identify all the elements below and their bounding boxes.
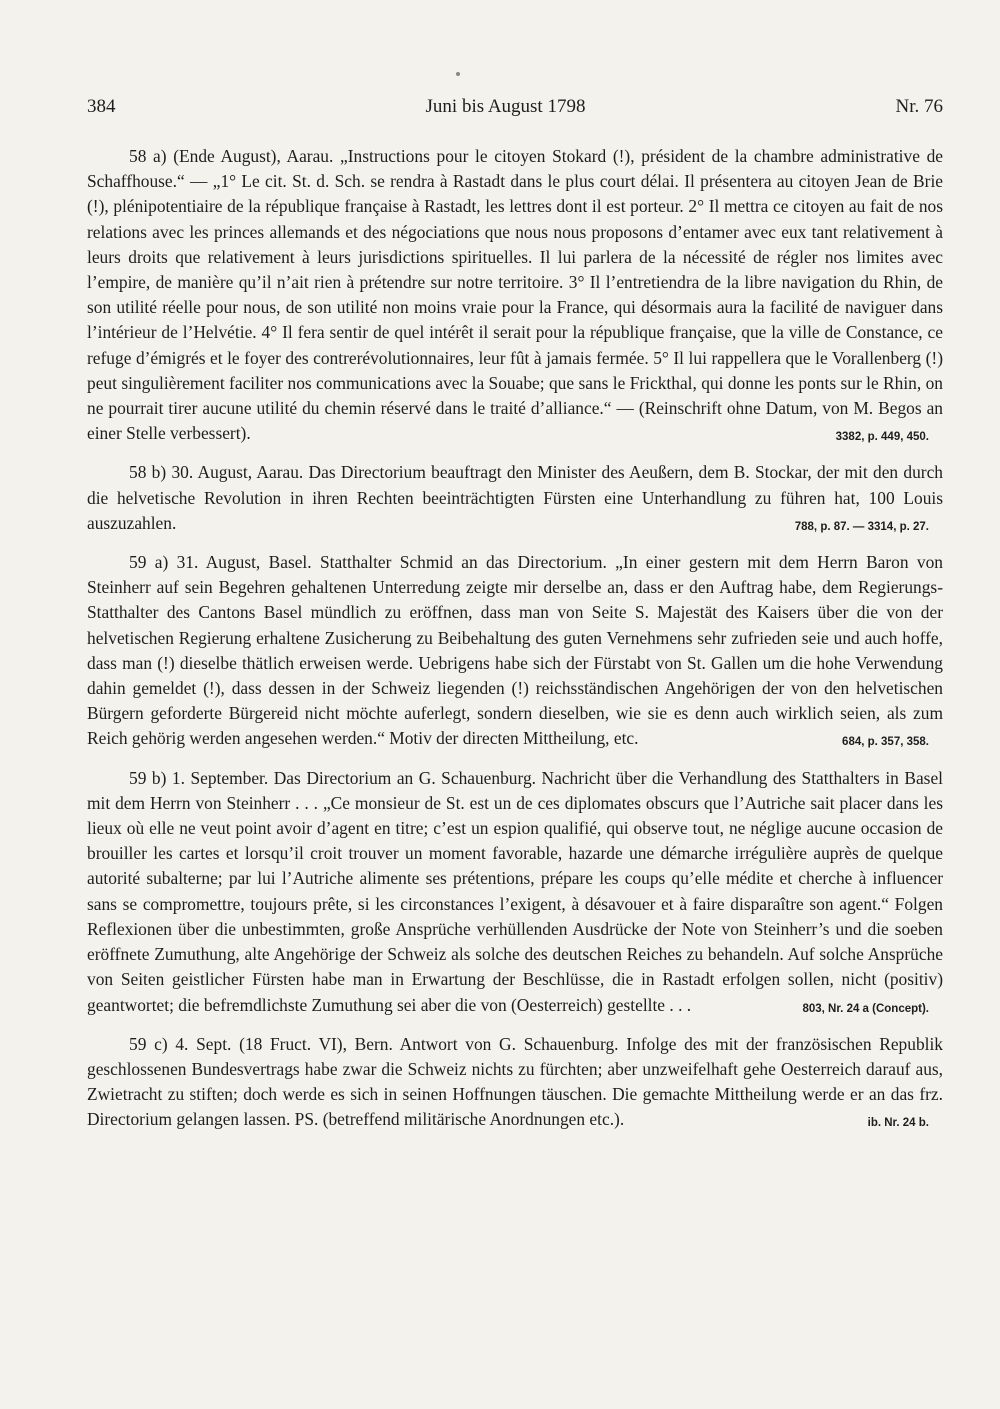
archive-reference: 803, Nr. 24 a (Concept). — [802, 1002, 929, 1015]
page-number: 384 — [87, 96, 116, 117]
archive-reference: 3382, p. 449, 450. — [835, 431, 929, 444]
archive-reference: 684, p. 357, 358. — [842, 736, 929, 749]
entry-59a — [87, 550, 943, 752]
page-header — [87, 96, 943, 118]
page-body — [87, 144, 943, 1147]
entry-58b — [87, 460, 943, 536]
running-title: Juni bis August 1798 — [425, 96, 586, 117]
ink-dot — [456, 72, 460, 76]
entry-text: 58 a) (Ende August), Aarau. „Instructions pour le citoyen Stokard (!), président de la chambre administrative de Schaffhouse.“ — „1° Le cit. St. d. Sch. se rendra à Rastadt dans le plus court délai. Il présentera au citoyen Jean de Brie (!), plénipotentiaire de la république française à Rastadt, les lettres dont il est porteur. 2° Il mettra ce citoyen au fait de nos relations avec les princes allemands et des négociations que nous nous proposons d’entamer avec eux tant relativement à leurs droits que relativement à leurs jurisdictions spirituelles. Il lui parlera de la nécessité de régler nos limites avec l’empire, de manière qu’il n’ait rien à prétendre sur notre territoire. 3° Il l’entretiendra de la libre navigation du Rhin, de son utilité réelle pour nous, de son utilité non moins vraie pour la France, qui désormais aura la facilité de naviguer dans l’intérieur de l’Helvétie. 4° Il fera sentir de quel intérêt il serait pour la république française, que la ville de Constance, ce refuge d’émigrés et le foyer des contrerévolutionnaires, leur fût à jamais fermée. 5° Il lui rappellera que le Vorallenberg (!) peut singulièrement faciliter nos communications avec la Souabe; que sans le Frickthal, qui donne les ponts sur le Rhin, on ne pourrait tirer aucune utilité du chemin réservé dans le traité d’alliance.“ — (Reinschrift ohne Datum, von M. Begos an einer Stelle verbessert). — [87, 146, 943, 444]
entry-text: 59 b) 1. September. Das Directorium an G. Schauenburg. Nachricht über die Verhandlung des Statthalters in Basel mit dem Herrn von Steinherr . . . „Ce monsieur de St. est un de ces diplomates obscurs que l’Autriche sait placer dans les lieux où elle ne veut point avoir d’agent en titre; c’est un espion qualifié, qui observe tout, ne néglige aucune occasion de brouiller les cartes et lorsqu’il croit trouver un moment favorable, hazarde une démarche irrégulière auprès de quelque autorité subalterne; par lui l’Autriche alimente ses prétentions, prépare les coups qu’elle médite et cherche à influencer sans se compromettre, toujours prête, si les circonstances l’exigent, à désavouer et à faire disparaître son agent.“ Folgen Reflexionen über die unbestimmten, große Ansprüche verhüllenden Ausdrücke der Note von Steinherr’s und die soeben eröffnete Zumuthung, alte Angehörige der Schweiz als solche des deutschen Reiches zu behandeln. Auf solche Ansprüche von Seiten geistlicher Fürsten habe man in Erwartung der Beschlüsse, die in Rastadt erfolgen sollen, nicht (positiv) geantwortet; die befremdlichste Zumuthung sei aber die von (Oesterreich) gestellte . . . — [87, 767, 943, 1015]
document-number: Nr. 76 — [895, 96, 943, 117]
entry-text: 59 a) 31. August, Basel. Statthalter Schmid an das Directorium. „In einer gestern mit dem Herrn Baron von Steinherr auf sein Begehren gehaltenen Unterredung zeigte mir derselbe an, dass er den Auftrag habe, dem Regierungs-Statthalter des Cantons Basel mündlich zu eröffnen, dass man von Seite S. Majestät des Kaisers über die von der helvetischen Regierung erhaltene Zusicherung zu Beibehaltung des guten Vernehmens sehr zufrieden seie und auch hoffe, dass man (!) dieselbe thätlich erweisen werde. Uebrigens habe sich der Fürstabt von St. Gallen um die hohe Verwendung dahin gemeldet (!), dass dessen in der Schweiz liegenden (!) reichsständischen Angehörigen der von den helvetischen Bürgern geforderte Bürgereid nicht möchte auferlegt, sondern dieselben, wie sie es denn auch wirklich seien, als zum Reich gehörig werden angesehen werden.“ Motiv der directen Mittheilung, etc. — [87, 552, 943, 749]
entry-text: 58 b) 30. August, Aarau. Das Directorium beauftragt den Minister des Aeußern, dem B. Stockar, der mit den durch die helvetische Revolution in ihren Rechten beeinträchtigten Fürsten eine Unterhandlung zu führen hat, 100 Louis auszuzahlen. — [87, 462, 943, 533]
archive-reference: 788, p. 87. — 3314, p. 27. — [794, 520, 929, 533]
entry-59c — [87, 1032, 943, 1133]
entry-59b — [87, 766, 943, 1018]
entry-58a — [87, 144, 943, 446]
entry-text: 59 c) 4. Sept. (18 Fruct. VI), Bern. Antwort von G. Schauenburg. Infolge des mit der französischen Republik geschlossenen Bundesvertrags habe zwar die Schweiz nichts zu fürchten; aber unzweifelhaft gehe Oesterreich darauf aus, Zwietracht zu stiften; doch werde es sich in seinen Hoffnungen täuschen. Die gemachte Mittheilung werde er an das frz. Directorium gelangen lassen. PS. (betreffend militärische Anordnungen etc.). — [87, 1033, 943, 1130]
archive-reference: ib. Nr. 24 b. — [867, 1117, 929, 1130]
